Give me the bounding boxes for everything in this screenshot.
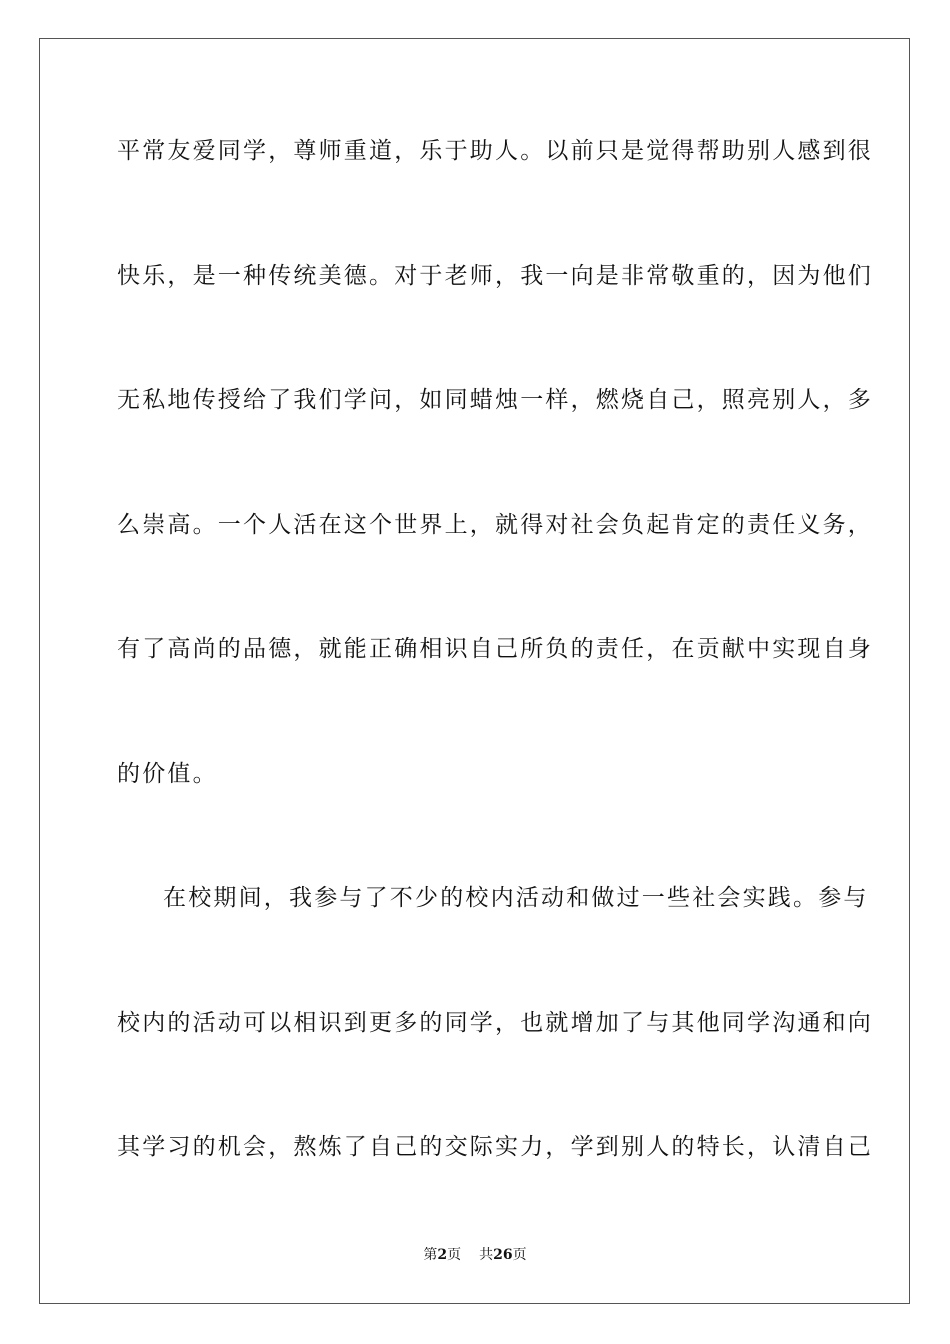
page-suffix: 页	[447, 1247, 462, 1263]
body-text-line-6: 的价值。	[117, 761, 218, 787]
body-text-line-8: 校内的活动可以相识到更多的同学，也就增加了与其他同学沟通和向	[117, 1010, 873, 1036]
page-footer	[0, 1245, 950, 1265]
total-suffix: 页	[512, 1247, 527, 1263]
body-text-line-9: 其学习的机会，熬炼了自己的交际实力，学到别人的特长，认清自己	[117, 1134, 873, 1160]
total-prefix: 共	[479, 1247, 494, 1263]
total-pages: 26	[493, 1247, 513, 1263]
body-text-line-2: 快乐，是一种传统美德。对于老师，我一向是非常敬重的，因为他们	[117, 263, 873, 289]
body-text-line-3: 无私地传授给了我们学问，如同蜡烛一样，燃烧自己，照亮别人，多	[117, 387, 873, 413]
page-number: 2	[437, 1247, 448, 1263]
page-border	[39, 38, 910, 1304]
body-text-line-4: 么崇高。一个人活在这个世界上，就得对社会负起肯定的责任义务，	[117, 512, 873, 538]
page-prefix: 第	[423, 1247, 438, 1263]
body-text-line-5: 有了高尚的品德，就能正确相识自己所负的责任，在贡献中实现自身	[117, 636, 873, 662]
body-text-line-1: 平常友爱同学，尊师重道，乐于助人。以前只是觉得帮助别人感到很	[117, 138, 873, 164]
body-text-line-7: 在校期间，我参与了不少的校内活动和做过一些社会实践。参与	[163, 885, 869, 911]
